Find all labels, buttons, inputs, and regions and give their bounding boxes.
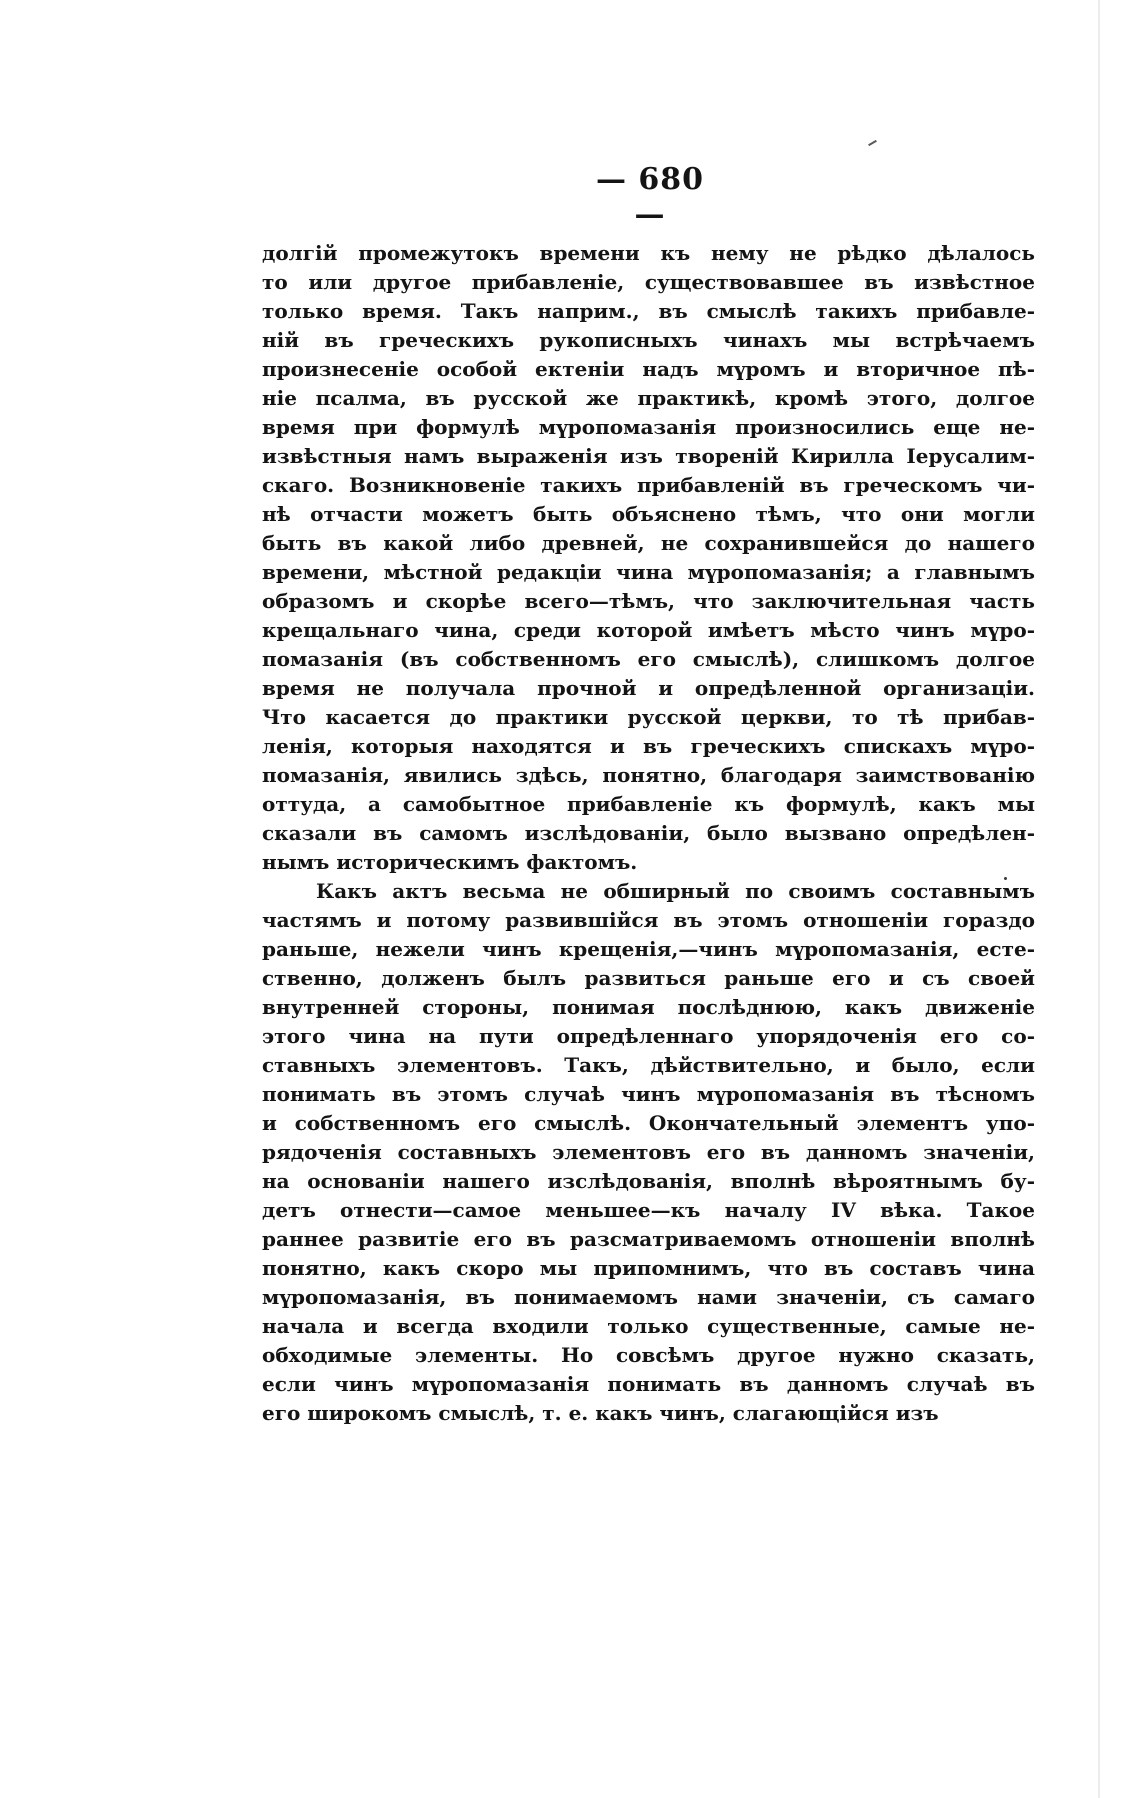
text-line: ленія, которыя находятся и въ греческихъ спискахъ мүро- — [262, 734, 1035, 758]
text-line: Какъ актъ весьма не обширный по своимъ составнымъ — [316, 879, 1035, 903]
text-line: то или другое прибавленіе, существовавшее въ извѣстное — [262, 270, 1035, 294]
text-line: нѣ отчасти можетъ быть объяснено тѣмъ, что они могли — [262, 502, 1035, 526]
text-line: оттуда, а самобытное прибавленіе къ формулѣ, какъ мы — [262, 792, 1035, 816]
text-line: частямъ и потому развившійся въ этомъ отношеніи гораздо — [262, 908, 1035, 932]
text-line: раньше, нежели чинъ крещенія,—чинъ мүропомазанія, есте- — [262, 937, 1035, 961]
text-line: рядоченія составныхъ элементовъ его въ данномъ значеніи, — [262, 1140, 1035, 1164]
text-line: ставныхъ элементовъ. Такъ, дѣйствительно, и было, если — [262, 1053, 1035, 1077]
text-line: время при формулѣ мүропомазанія произносились еще не- — [262, 415, 1035, 439]
text-line: его широкомъ смыслѣ, т. е. какъ чинъ, слагающійся изъ — [262, 1401, 939, 1425]
text-line: помазанія (въ собственномъ его смыслѣ), слишкомъ долгое — [262, 647, 1035, 671]
text-line: понятно, какъ скоро мы припомнимъ, что въ составъ чина — [262, 1256, 1035, 1280]
text-line: Что касается до практики русской церкви, то тѣ прибав- — [262, 705, 1035, 729]
text-line: детъ отнести—самое меньшее—къ началу IV вѣка. Такое — [262, 1198, 1035, 1222]
text-line: на основаніи нашего изслѣдованія, вполнѣ вѣроятнымъ бу- — [262, 1169, 1035, 1193]
text-line: только время. Такъ наприм., въ смыслѣ такихъ прибавле- — [262, 299, 1035, 323]
text-line: скаго. Возникновеніе такихъ прибавленій въ греческомъ чи- — [262, 473, 1035, 497]
text-line: крещальнаго чина, среди которой имѣетъ мѣсто чинъ мүро- — [262, 618, 1035, 642]
text-line: помазанія, явились здѣсь, понятно, благодаря заимствованію — [262, 763, 1035, 787]
text-line: начала и всегда входили только существенные, самые не- — [262, 1314, 1035, 1338]
text-line: образомъ и скорѣе всего—тѣмъ, что заключительная часть — [262, 589, 1035, 613]
text-line: внутренней стороны, понимая послѣднюю, какъ движеніе — [262, 995, 1035, 1019]
text-line: сказали въ самомъ изслѣдованіи, было вызвано опредѣлен- — [262, 821, 1035, 845]
text-line: времени, мѣстной редакціи чина мүропомазанія; а главнымъ — [262, 560, 1035, 584]
text-line: ній въ греческихъ рукописныхъ чинахъ мы встрѣчаемъ — [262, 328, 1035, 352]
text-line: долгій промежутокъ времени къ нему не рѣдко дѣлалось — [262, 241, 1035, 265]
text-line: извѣстныя намъ выраженія изъ твореній Кирилла Іерусалим- — [262, 444, 1035, 468]
text-line: если чинъ мүропомазанія понимать въ данномъ случаѣ въ — [262, 1372, 1035, 1396]
text-line: и собственномъ его смыслѣ. Окончательный элементъ упо- — [262, 1111, 1035, 1135]
text-line: понимать въ этомъ случаѣ чинъ мүропомазанія въ тѣсномъ — [262, 1082, 1035, 1106]
scan-edge-shadow — [1098, 0, 1100, 1798]
page-number: — 680 — — [595, 162, 705, 232]
text-line: время не получала прочной и опредѣленной организаціи. — [262, 676, 1035, 700]
text-line: раннее развитіе его въ разсматриваемомъ отношеніи вполнѣ — [262, 1227, 1035, 1251]
text-line: ніе псалма, въ русской же практикѣ, кромѣ этого, долгое — [262, 386, 1035, 410]
text-line: произнесеніе особой ектеніи надъ мүромъ и вторичное пѣ- — [262, 357, 1035, 381]
text-line: быть въ какой либо древней, не сохранившейся до нашего — [262, 531, 1035, 555]
text-line: этого чина на пути опредѣленнаго упорядоченія его со- — [262, 1024, 1035, 1048]
paragraph — [262, 239, 1035, 877]
text-line: ственно, долженъ былъ развиться раньше его и съ своей — [262, 966, 1035, 990]
paragraph — [262, 877, 1035, 1428]
text-line: мүропомазанія, въ понимаемомъ нами значеніи, съ самаго — [262, 1285, 1035, 1309]
text-line: нымъ историческимъ фактомъ. — [262, 850, 638, 874]
text-line: обходимые элементы. Но совсѣмъ другое нужно сказать, — [262, 1343, 1035, 1367]
body-text — [262, 239, 1035, 1428]
stray-ink-mark — [868, 140, 877, 146]
